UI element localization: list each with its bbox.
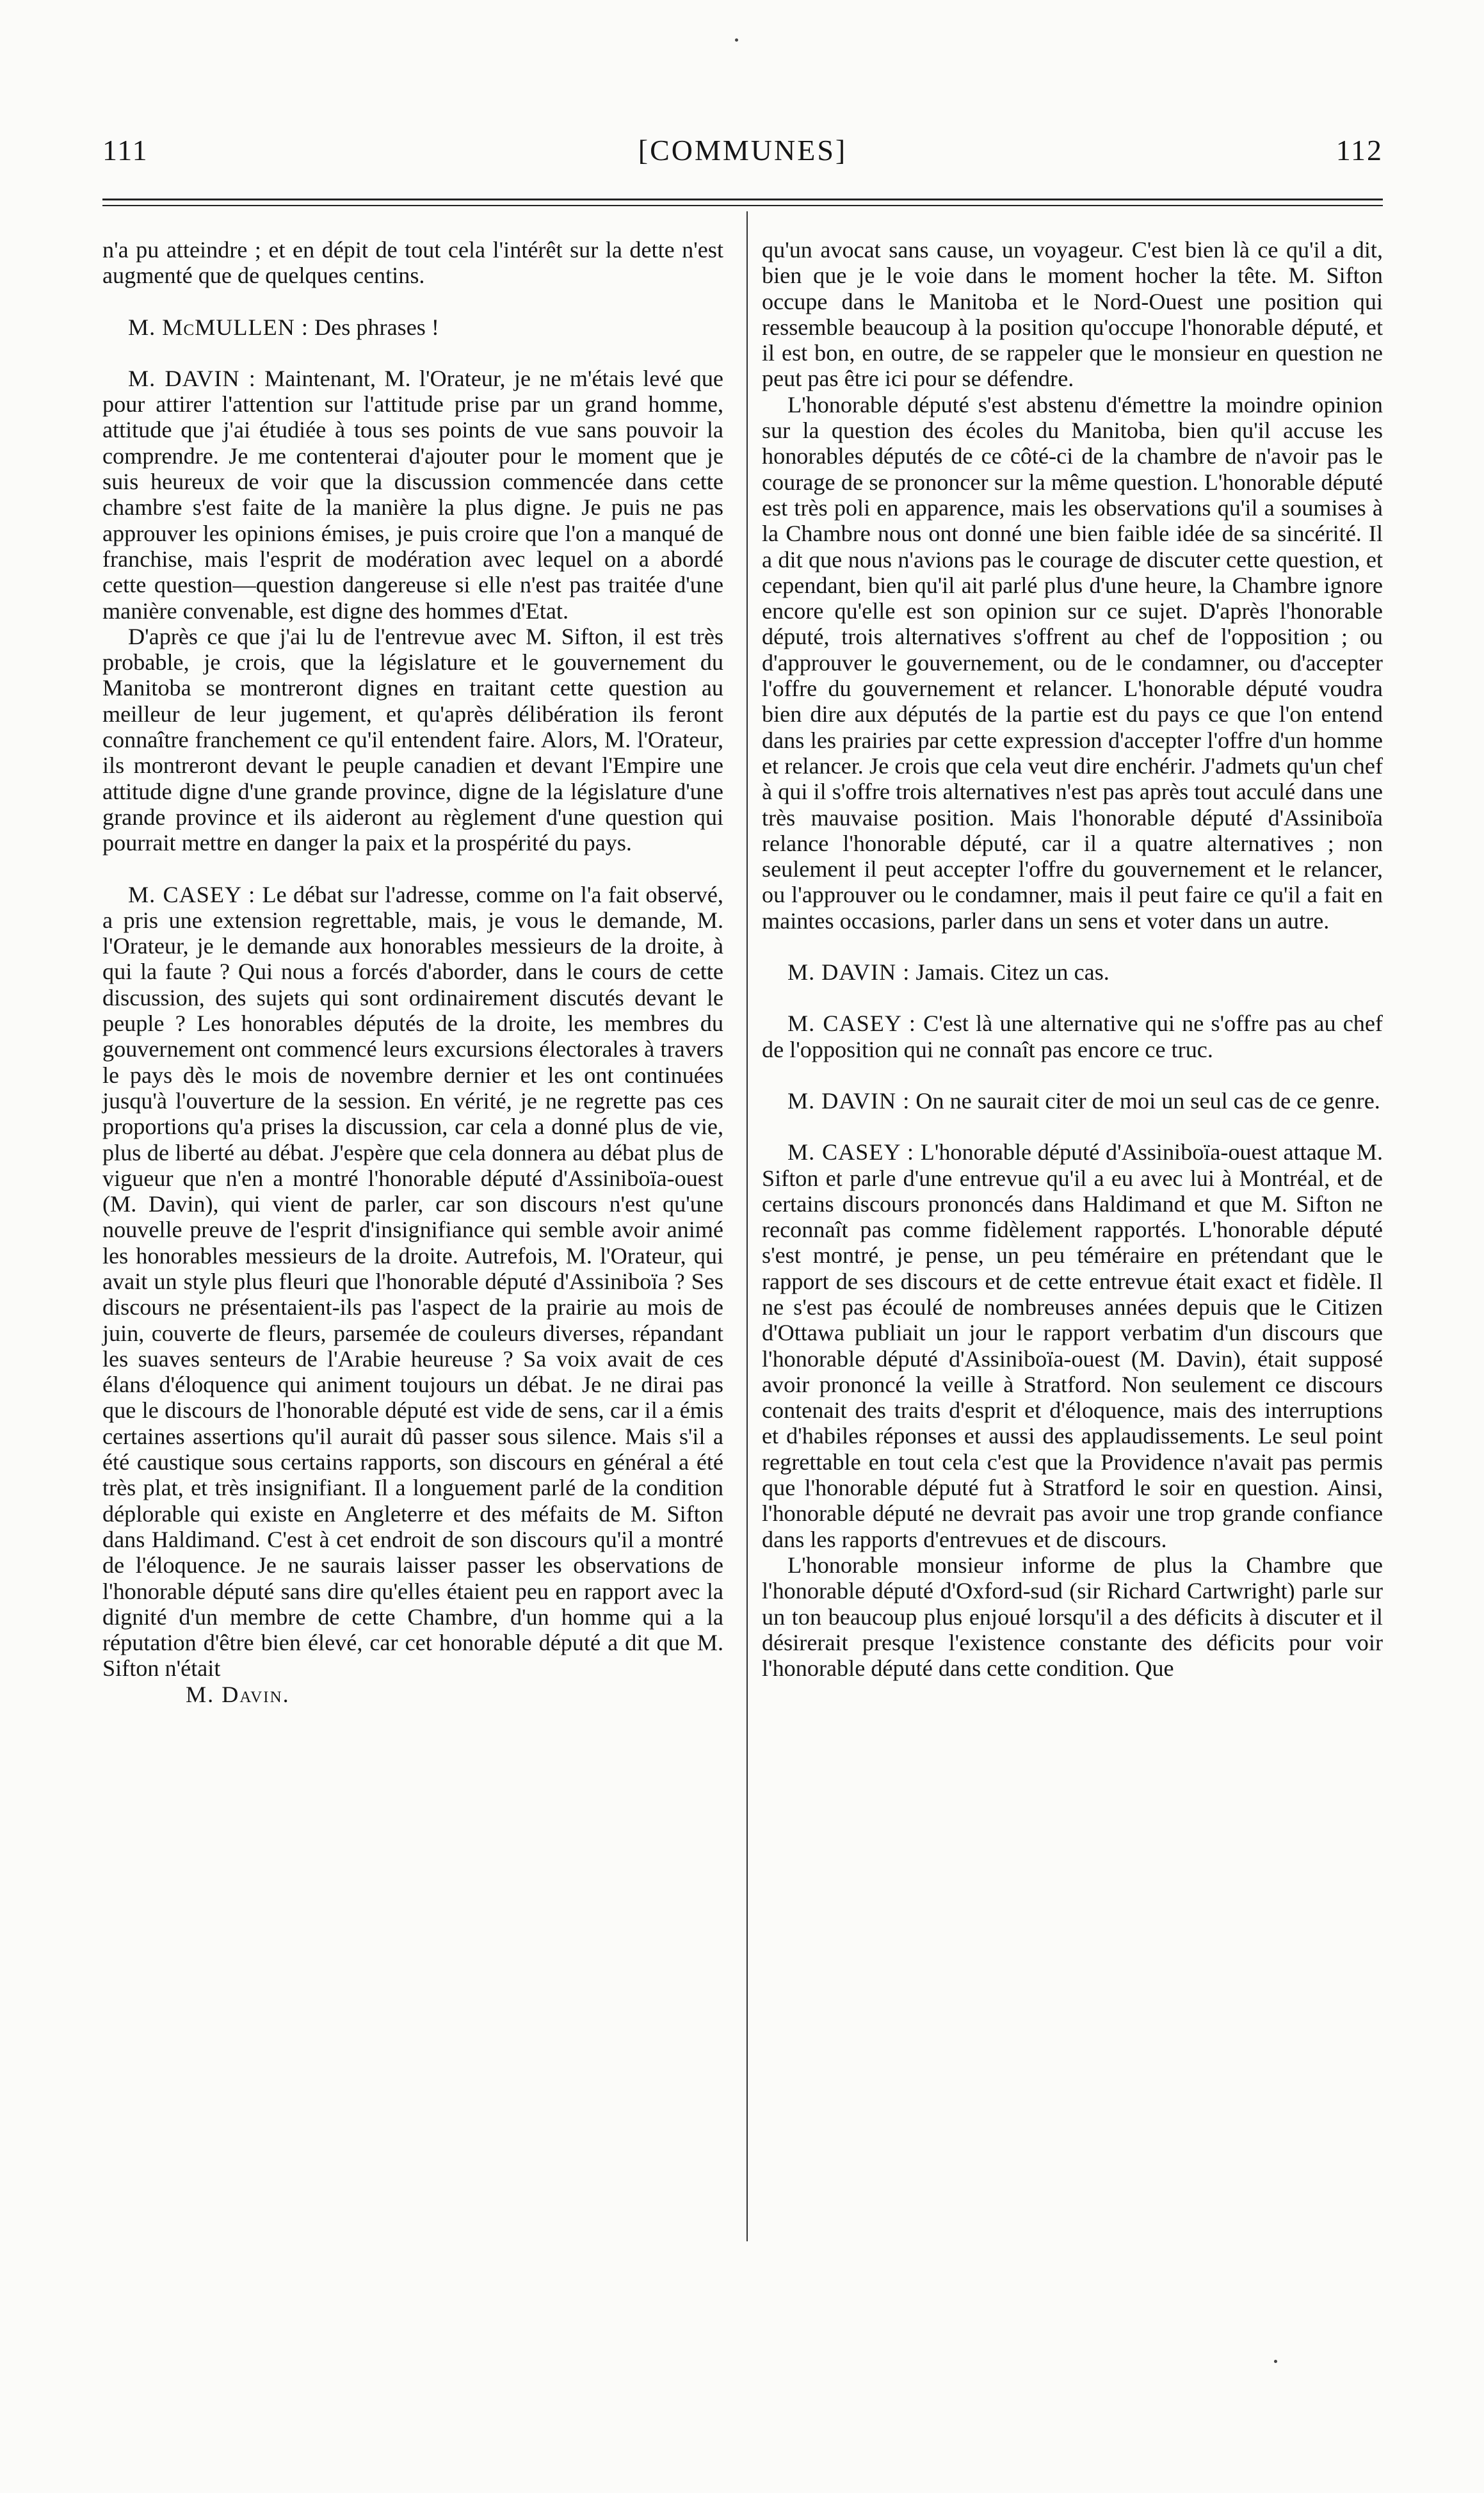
column-divider: [746, 211, 748, 2241]
paragraph: [762, 392, 1383, 934]
paragraph-text: n'a pu atteindre ; et en dépit de tout cela l'intérêt sur la dette n'est augmenté que de quelques centins.: [102, 237, 723, 289]
speaker-name: M. DAVIN :: [128, 365, 256, 391]
paragraph-text: Le débat sur l'adresse, comme on l'a fait observé, a pris une extension regrettable, mais, je vous le demande, M. l'Orateur, je le demande aux honorables messieurs de la droite, à qui la faute ? Qui nous a forcés d'aborder, dans le cours de cette discussion, des sujets qui sont ordinairement discutés devant le peuple ? Les honorables députés de la droite, les membres du gouvernement ont commencé leurs excursions électorales à travers le pays dès le mois de novembre dernier et les ont continuées jusqu'à l'ouverture de la session. En vérité, je ne regrette pas ces proportions qu'a prises la discussion, car cela a donné plus de vie, plus de liberté au débat. J'espère que cela donnera au débat plus de vigueur que n'en a montré l'honorable député d'Assiniboïa-ouest (M. Davin), qui vient de parler, car son discours n'est qu'une nouvelle preuve de l'esprit d'insignifiance qui semble avoir animé les honorables messieurs de la droite. Autrefois, M. l'Orateur, qui avait un style plus fleuri que l'honorable député d'Assiniboïa ? Ses discours ne présentaient-ils pas l'aspect de la prairie au mois de juin, couverte de fleurs, parsemée de couleurs diverses, répandant les suaves senteurs de l'Arabie heureuse ? Sa voix avait de ces élans d'éloquence qui animent toujours un débat. Je ne dirai pas que le discours de l'honorable député est vide de sens, car il a émis certaines assertions qu'il aurait dû passer sous silence. Mais s'il a été caustique sous certains rapports, son discours en général a été très plat, et très insignifiant. Il a longuement parlé de la condition déplorable qui existe en Angleterre et des méfaits de M. Sifton dans Haldimand. C'est à cet endroit de son discours qu'il a montré de l'éloquence. Je ne saurais laisser passer les observations de l'honorable député sans dire qu'elles étaient peu en rapport avec la dignité d'un membre de cette Chambre, d'un homme qui a la réputation d'être bien élevé, car cet honorable député a dit que M. Sifton n'était: [102, 881, 723, 1682]
paragraph: [102, 314, 723, 340]
speaker-name: M. CASEY :: [787, 1011, 916, 1037]
speaker-name: M. McMULLEN :: [128, 314, 309, 340]
left-page-number: 111: [102, 134, 149, 166]
speaker-name: M. CASEY :: [787, 1139, 915, 1165]
paragraph-text: On ne saurait citer de moi un seul cas de ce genre.: [910, 1087, 1380, 1114]
paragraph-text: C'est là une alternative qui ne s'offre pas au chef de l'opposition qui ne connaît pas encore ce truc.: [762, 1011, 1383, 1062]
paragraph-text: qu'un avocat sans cause, un voyageur. C'est bien là ce qu'il a dit, bien que je le voie dans le moment hocher la tête. M. Sifton occupe dans le Manitoba et le Nord-Ouest une position qui ressemble beaucoup à la position qu'occupe l'honorable député, et il est bon, en outre, de se rappeler que le monsieur en question ne peut pas être ici pour se défendre.: [762, 237, 1383, 392]
paragraph-text: L'honorable député s'est abstenu d'émettre la moindre opinion sur la question des écoles du Manitoba, bien qu'il accuse les honorables députés de ce côté-ci de la chambre de n'avoir pas le courage de se prononcer sur la même question. L'honorable député est très poli en apparence, mais les observations qu'il a soumises à la Chambre nous ont donné une bien faible idée de sa sincérité. Il a dit que nous n'avions pas le courage de discuter cette question, et cependant, bien qu'il ait parlé plus d'une heure, la Chambre ignore encore qu'elle est son opinion sur ce sujet. D'après l'honorable député, trois alternatives s'offrent au chef de l'opposition ; ou d'approuver le gouvernement, ou de le condamner, ou d'accepter l'offre du gouvernement et relancer. L'honorable député voudra bien dire aux députés de la partie est du pays ce que l'on entend dans les prairies par cette expression d'accepter l'offre d'un homme et relancer. Je crois que cela veut dire enchérir. J'admets qu'un chef à qui il s'offre trois alternatives n'est pas après tout acculé dans une très mauvaise position. Mais l'honorable député d'Assiniboïa relance l'honorable député, car il a quatre alternatives ; non seulement il peut accepter l'offre du gouvernement et le relancer, ou l'approuver ou le condamner, mais il peut faire ce qu'il a fait en maintes occasions, parler dans un sens et voter dans un autre.: [762, 391, 1383, 934]
paragraph-text: L'honorable monsieur informe de plus la Chambre que l'honorable député d'Oxford-sud (sir Richard Cartwright) parle sur un ton beaucoup plus enjoué lorsqu'il a des déficits à discuter et il désirerait presque l'existence constante des déficits pour voir l'honorable député dans cette condition. Que: [762, 1552, 1383, 1682]
paragraph: [762, 237, 1383, 392]
right-column: [762, 237, 1383, 1681]
paragraph: [762, 1552, 1383, 1681]
paragraph: [102, 366, 723, 624]
left-column: [102, 237, 723, 1707]
paragraph: [762, 959, 1383, 985]
paragraph: [762, 1088, 1383, 1114]
right-page-number: 112: [1335, 134, 1383, 166]
paragraph-text: Jamais. Citez un cas.: [910, 959, 1109, 986]
paragraph: [762, 1011, 1383, 1062]
speaker-name: M. DAVIN :: [787, 1087, 910, 1114]
page-footer-name: M. Davin.: [186, 1681, 290, 1707]
page-header: [102, 133, 1383, 172]
header-rule-thin: [102, 205, 1383, 206]
header-rule-thick: [102, 199, 1383, 200]
paragraph: [102, 624, 723, 856]
paragraph-text: Des phrases !: [308, 314, 439, 340]
paragraph-text: Maintenant, M. l'Orateur, je ne m'étais levé que pour attirer l'attention sur l'attitude prise par un grand homme, attitude que j'ai étudiée à tous ses points de vue sans pouvoir la comprendre. Je me contenterai d'ajouter pour le moment que je suis heureux de voir que la discussion commencée dans cette chambre s'est faite de la manière la plus digne. Je puis ne pas approuver les opinions émises, je puis croire que l'on a manqué de franchise, mais l'esprit de modération avec lequel on a abordé cette question—question dangereuse si elle n'est pas traitée d'une manière convenable, est digne des hommes d'Etat.: [102, 365, 723, 624]
speaker-name: M. DAVIN :: [787, 959, 910, 986]
paragraph: [102, 882, 723, 1682]
paragraph-text: D'après ce que j'ai lu de l'entrevue avec M. Sifton, il est très probable, je crois, que la législature et le gouvernement du Manitoba se montreront dignes en traitant cette question au meilleur de leur jugement, et qu'après délibération ils feront connaître franchement ce qu'il entendent faire. Alors, M. l'Orateur, ils montreront devant le peuple canadien et devant l'Empire une attitude digne d'une grande province, digne de la législature d'une grande province et ils aideront au règlement d'une question qui pourrait mettre en danger la paix et la prospérité du pays.: [102, 623, 723, 856]
speaker-name: M. CASEY :: [128, 881, 256, 907]
paragraph-text: L'honorable député d'Assiniboïa-ouest attaque M. Sifton et parle d'une entrevue qu'il a eu avec lui à Montréal, et de certains discours prononcés dans Haldimand et que M. Sifton ne reconnaît pas comme fidèlement rapportés. L'honorable député s'est montré, je pense, un peu téméraire en prétendant que le rapport de ses discours et de cette entrevue était exact et fidèle. Il ne s'est pas écoulé de nombreuses années depuis que le Citizen d'Ottawa publiait un jour le rapport verbatim d'un discours que l'honorable député d'Assiniboïa-ouest (M. Davin), était supposé avoir prononcé la veille à Stratford. Non seulement ce discours contenait des traits d'esprit et d'éloquence, mais des interruptions et d'habiles réponses et aussi des applaudissements. Le seul point regrettable en tout cela c'est que la Providence n'avait pas permis que l'honorable député fut à Stratford le soir en question. Ainsi, l'honorable député ne devrait pas avoir une trop grande confiance dans les rapports d'entrevues et de discours.: [762, 1139, 1383, 1552]
running-title: [COMMUNES]: [638, 134, 848, 166]
paragraph: [102, 237, 723, 289]
scan-speck: [735, 38, 738, 42]
paragraph: [762, 1139, 1383, 1552]
scan-speck: [1274, 2360, 1277, 2363]
